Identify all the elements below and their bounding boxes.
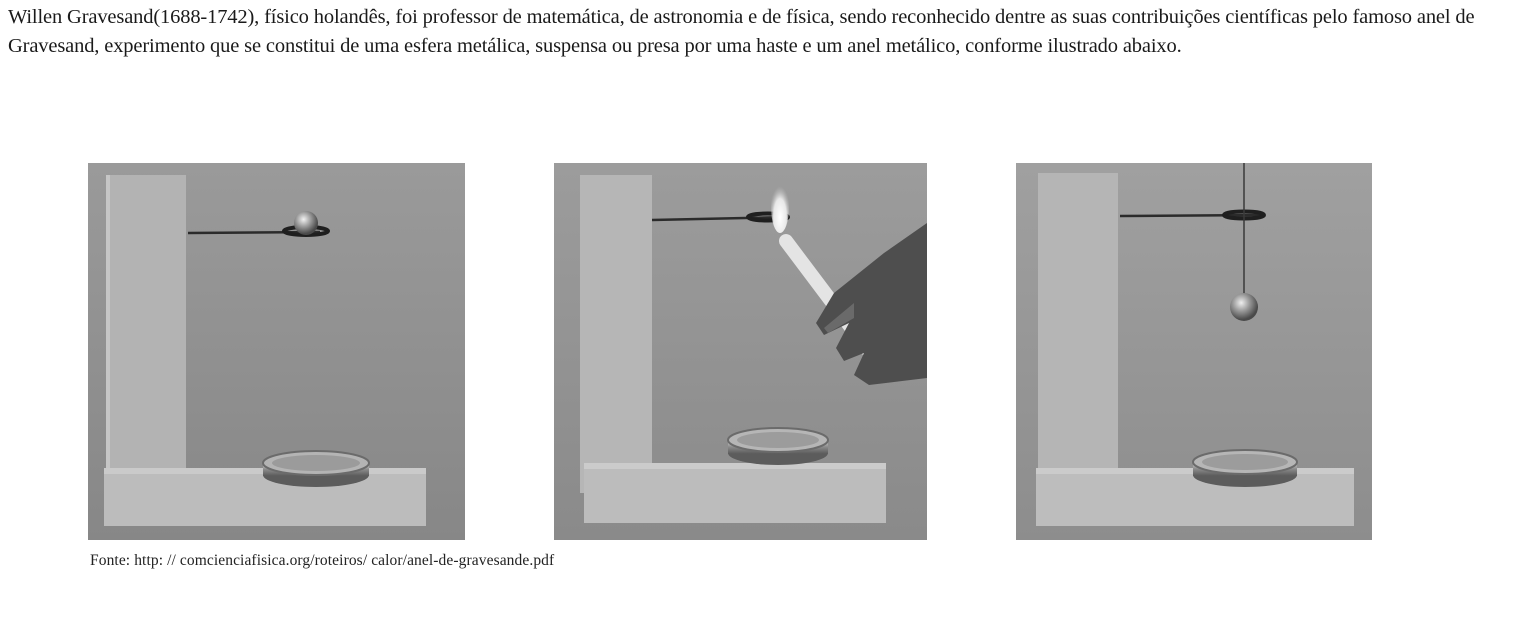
- photo-sphere-through-ring: [1016, 163, 1372, 540]
- intro-paragraph: Willen Gravesand(1688-1742), físico holandês, foi professor de matemática, de astronomia e de física, sendo reconhecido dentre as suas contribuições científicas pelo famoso anel de Gravesand, experimento que se constitui de uma esfera metálica, suspensa ou presa por uma haste e um anel metálico, conforme ilustrado abaixo.: [8, 6, 1475, 57]
- photo-sphere-on-ring: [88, 163, 465, 540]
- source-caption: Fonte: http: // comcienciafisica.org/roteiros/ calor/anel-de-gravesande.pdf: [90, 552, 555, 569]
- photo-ring-heated: [554, 163, 927, 540]
